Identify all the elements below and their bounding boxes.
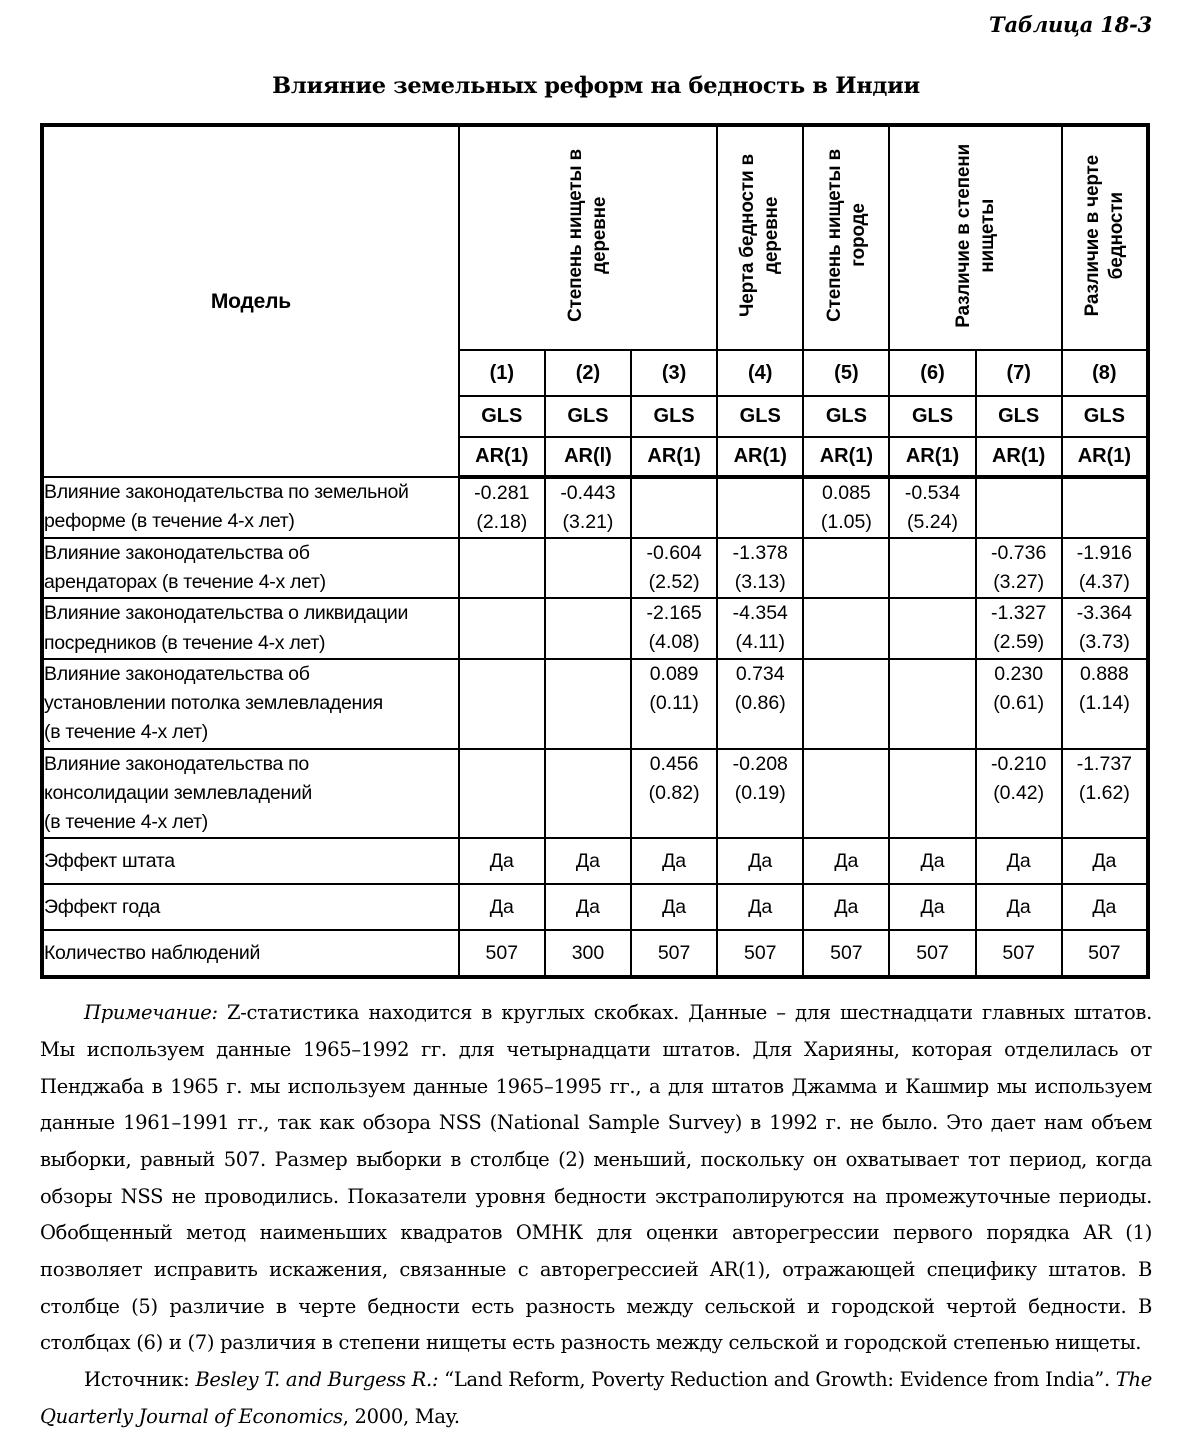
source-part: , 2000, May. [342, 1404, 460, 1428]
coef-value: -1.378 [732, 541, 788, 564]
note-label: Примечание: [84, 1001, 218, 1025]
z-stat: (4.11) [735, 631, 785, 654]
empty-cell [545, 749, 631, 839]
empty-cell [545, 538, 631, 599]
coef-value: 0.456 [649, 752, 699, 775]
coef-cell [976, 538, 1062, 599]
summary-cell: 507 [1062, 930, 1148, 977]
empty-cell [545, 659, 631, 749]
z-stat: (3.73) [1078, 631, 1130, 654]
column-number: (2) [545, 350, 631, 396]
model-header: Модель [42, 125, 459, 477]
estimator-cell: GLS [459, 396, 545, 437]
z-stat: (1.62) [1078, 781, 1130, 804]
summary-row [42, 884, 1148, 930]
coef-value: 0.888 [1079, 662, 1129, 685]
note-body: Z-статистика находится в круглых скобках. Данные – для шестнадцати главных штатов. Мы используем данные 1965–1992 гг. для четырнадцати штатов. Для Харияны, которая отделилась от Пенджаба в 1965 г. мы используем данные 1965–1995 гг., а для штатов Джамма и Кашмир мы используем данные 1961–1991 гг., так как обзора NSS (National Sample Survey) в 1992 г. не было. Это дает нам объем выборки, равный 507. Размер выборки в столбце (2) меньший, поскольку он охватывает тот период, когда обзоры NSS не проводились. Показатели уровня бедности экстраполируются на промежуточные периоды. Обобщенный метод наименьших квадратов ОМНК для оценки авторегрессии первого порядка AR (1) позволяет исправить искажения, связанные с авторегрессией AR(1), отражающей специфику штатов. В столбце (5) различие в черте бедности есть разность между сельской и городской чертой бедности. В столбцах (6) и (7) различия в степени нищеты есть разность между сельской и городской степенью нищеты. [40, 1001, 1152, 1355]
coef-cell [976, 598, 1062, 659]
summary-cell: Да [889, 838, 975, 884]
z-stat: (3.13) [734, 570, 786, 593]
empty-cell [545, 598, 631, 659]
summary-cell: Да [803, 884, 889, 930]
summary-cell: Да [976, 838, 1062, 884]
summary-cell: 300 [545, 930, 631, 977]
z-stat: (0.82) [648, 781, 700, 804]
coef-value: 0.089 [649, 662, 699, 685]
summary-cell: Да [1062, 838, 1148, 884]
empty-cell [889, 659, 975, 749]
summary-cell: Да [545, 838, 631, 884]
results-table [40, 123, 1150, 979]
coef-cell [717, 538, 803, 599]
empty-cell [459, 749, 545, 839]
summary-cell: 507 [803, 930, 889, 977]
row-label: Количество наблюдений [42, 930, 459, 977]
summary-cell: Да [803, 838, 889, 884]
empty-cell [717, 477, 803, 538]
group-header-label: Различие в степени нищеты [952, 143, 998, 328]
coef-cell [717, 659, 803, 749]
group-header-4 [889, 125, 1061, 350]
summary-cell: 507 [717, 930, 803, 977]
coef-cell [1062, 598, 1148, 659]
empty-cell [803, 659, 889, 749]
z-stat: (3.21) [562, 511, 614, 534]
estimator-cell: GLS [631, 396, 717, 437]
summary-row [42, 838, 1148, 884]
coef-cell [545, 477, 631, 538]
summary-cell: Да [631, 884, 717, 930]
row-label: Влияние законодательства по земельной реформе (в течение 4-х лет) [42, 477, 459, 538]
coef-value: 0.734 [735, 662, 785, 685]
group-header-label: Черта бедности в деревне [737, 154, 783, 318]
estimator-cell: GLS [976, 396, 1062, 437]
summary-cell: Да [717, 884, 803, 930]
coef-value: -0.736 [991, 541, 1047, 564]
coef-value: -2.165 [646, 602, 702, 625]
z-stat: (2.59) [993, 631, 1045, 654]
z-stat: (0.11) [649, 691, 699, 714]
empty-cell [889, 598, 975, 659]
coef-value: -1.327 [991, 602, 1047, 625]
ar-cell: AR(1) [459, 437, 545, 477]
coef-value: 0.085 [821, 482, 871, 505]
notes [40, 995, 1152, 1435]
row-label: Влияние законодательства об установлении потолка землевладения (в течение 4-х лет) [42, 659, 459, 749]
summary-cell: Да [717, 838, 803, 884]
z-stat: (1.14) [1078, 691, 1130, 714]
column-number: (3) [631, 350, 717, 396]
z-stat: (0.42) [993, 781, 1045, 804]
coef-value: -0.281 [474, 482, 530, 505]
row-label: Влияние законодательства об арендаторах (в течение 4-х лет) [42, 538, 459, 599]
z-stat: (0.86) [734, 691, 786, 714]
empty-cell [976, 477, 1062, 538]
z-stat: (0.61) [993, 691, 1045, 714]
column-number: (1) [459, 350, 545, 396]
page-title: Влияние земельных реформ на бедность в Индии [272, 73, 920, 100]
z-stat: (5.24) [907, 511, 958, 534]
coef-value: -0.443 [560, 482, 616, 505]
group-header-3 [803, 125, 889, 350]
column-number: (8) [1062, 350, 1148, 396]
coef-cell [631, 598, 717, 659]
summary-cell: 507 [976, 930, 1062, 977]
group-header-2 [717, 125, 803, 350]
table-row [42, 598, 1148, 659]
summary-cell: Да [631, 838, 717, 884]
empty-cell [459, 538, 545, 599]
row-label: Влияние законодательства о ликвидации посредников (в течение 4-х лет) [42, 598, 459, 659]
empty-cell [631, 477, 717, 538]
coef-cell [459, 477, 545, 538]
ar-cell: AR(1) [631, 437, 717, 477]
ar-cell: AR(1) [1062, 437, 1148, 477]
note-paragraph [40, 995, 1152, 1362]
group-header-label: Различие в черте бедности [1081, 155, 1127, 317]
column-number: (4) [717, 350, 803, 396]
summary-cell: Да [976, 884, 1062, 930]
group-header-5 [1062, 125, 1148, 350]
table-row [42, 749, 1148, 839]
coef-cell [976, 659, 1062, 749]
group-header-label: Степень нищеты в городе [823, 149, 869, 323]
column-number: (6) [889, 350, 975, 396]
coef-value: -1.916 [1076, 541, 1133, 564]
estimator-cell: GLS [803, 396, 889, 437]
empty-cell [889, 749, 975, 839]
empty-cell [459, 659, 545, 749]
estimator-cell: GLS [1062, 396, 1148, 437]
table-number: Таблица 18-3 [989, 12, 1152, 37]
row-label: Влияние законодательства по консолидации землевладений (в течение 4-х лет) [42, 749, 459, 839]
empty-cell [1062, 477, 1148, 538]
source-paragraph [40, 1362, 1152, 1435]
summary-cell: 507 [631, 930, 717, 977]
group-header-label: Степень нищеты в деревне [565, 149, 610, 323]
summary-cell: Да [459, 884, 545, 930]
coef-value: -4.354 [732, 602, 788, 625]
table-header [42, 125, 1148, 477]
coef-cell [631, 538, 717, 599]
summary-cell: Да [1062, 884, 1148, 930]
coef-cell [1062, 538, 1148, 599]
empty-cell [803, 749, 889, 839]
z-stat: (2.18) [476, 511, 528, 534]
coef-cell [717, 598, 803, 659]
coef-value: -1.737 [1076, 752, 1133, 775]
summary-cell: Да [889, 884, 975, 930]
coef-cell [1062, 659, 1148, 749]
coef-value: -3.364 [1076, 602, 1133, 625]
ar-cell: AR(1) [976, 437, 1062, 477]
row-label: Эффект года [42, 884, 459, 930]
summary-cell: 507 [889, 930, 975, 977]
table-row [42, 538, 1148, 599]
source-part: Источник: [84, 1367, 196, 1391]
group-header-row [42, 125, 1148, 350]
coef-cell [717, 749, 803, 839]
source-part: Besley T. and Burgess R.: [195, 1367, 439, 1391]
empty-cell [459, 598, 545, 659]
coef-cell [803, 477, 889, 538]
z-stat: (4.08) [648, 631, 700, 654]
column-number: (7) [976, 350, 1062, 396]
table-row [42, 477, 1148, 538]
coef-value: -0.210 [991, 752, 1047, 775]
coef-value: -0.604 [646, 541, 702, 564]
z-stat: (4.37) [1078, 570, 1130, 593]
z-stat: (1.05) [820, 511, 872, 534]
ar-cell: AR(1) [803, 437, 889, 477]
ar-cell: AR(1) [889, 437, 975, 477]
row-label: Эффект штата [42, 838, 459, 884]
coef-value: -0.534 [904, 482, 961, 505]
z-stat: (2.52) [648, 570, 700, 593]
group-header-1 [459, 125, 717, 350]
source-part: The Quarterly Journal of Economics [40, 1367, 1153, 1428]
ar-cell: AR(1) [717, 437, 803, 477]
table-body [42, 477, 1148, 977]
estimator-cell: GLS [889, 396, 975, 437]
ar-cell: AR(l) [545, 437, 631, 477]
source-part: “Land Reform, Poverty Reduction and Growth: Evidence from India”. [438, 1367, 1116, 1391]
summary-cell: 507 [459, 930, 545, 977]
z-stat: (3.27) [993, 570, 1045, 593]
coef-value: 0.230 [994, 662, 1044, 685]
empty-cell [803, 538, 889, 599]
summary-row [42, 930, 1148, 977]
column-number: (5) [803, 350, 889, 396]
summary-cell: Да [459, 838, 545, 884]
coef-value: -0.208 [732, 752, 788, 775]
summary-cell: Да [545, 884, 631, 930]
coef-cell [889, 477, 975, 538]
estimator-cell: GLS [717, 396, 803, 437]
table-row [42, 659, 1148, 749]
coef-cell [976, 749, 1062, 839]
empty-cell [889, 538, 975, 599]
coef-cell [631, 659, 717, 749]
coef-cell [1062, 749, 1148, 839]
coef-cell [631, 749, 717, 839]
z-stat: (0.19) [734, 781, 786, 804]
estimator-cell: GLS [545, 396, 631, 437]
empty-cell [803, 598, 889, 659]
